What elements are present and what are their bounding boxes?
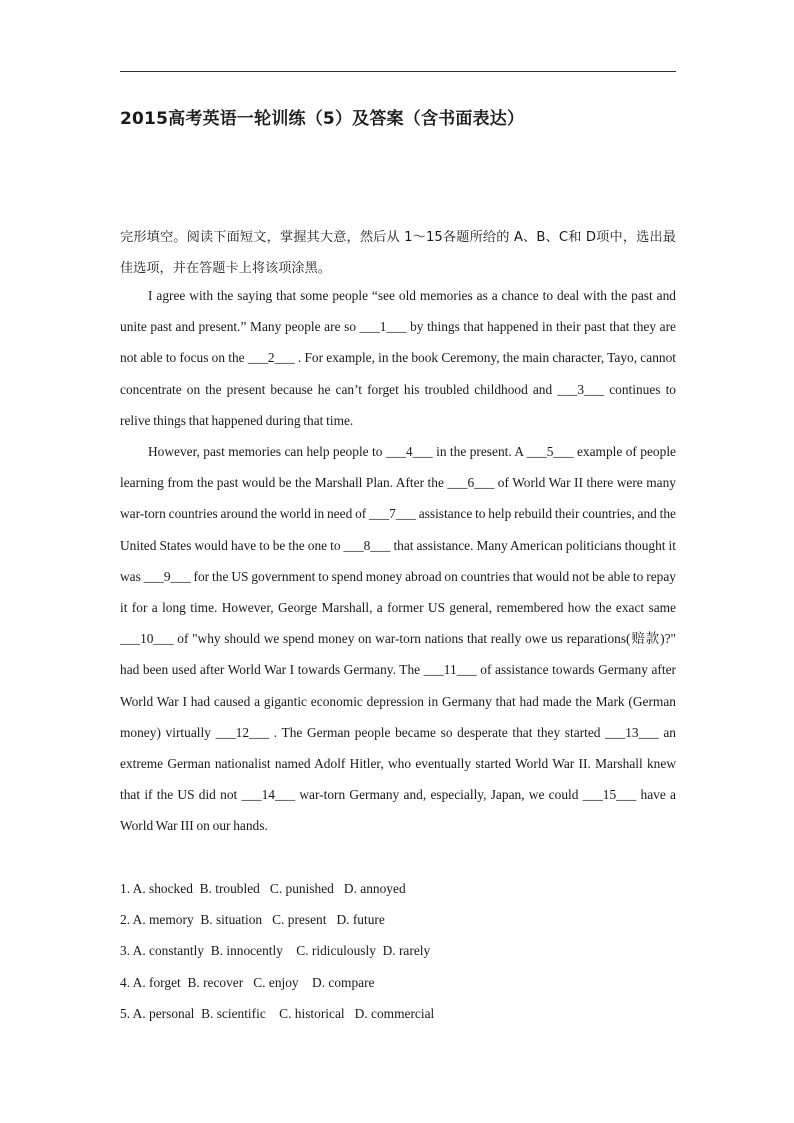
option-line-5: 5. A. personal B. scientific C. historical D. commercial <box>120 1005 435 1021</box>
cloze-passage <box>120 280 676 842</box>
option-line-1: 1. A. shocked B. troubled C. punished D. annoyed <box>120 881 406 896</box>
passage-paragraph-1: I agree with the saying that some people “see old memories as a chance to deal with the past and unite past and present.” Many people are so ___1___ by things that happened in their past that they are not able to focus on the ___2___ . For example, in the book Ceremony, the main character, Tayo, cannot concentrate on the present because he can’t forget his troubled childhood and ___3___ continues to relive things that happened during that time. <box>120 288 676 428</box>
header-rule <box>120 71 676 72</box>
document-page <box>120 0 676 1123</box>
passage-paragraph-2: However, past memories can help people to ___4___ in the present. A ___5___ example of people learning from the past would be the Marshall Plan. After the ___6___ of World War II there were many war-torn countries around the world in need of ___7___ assistance to help rebuild their countries, and the United States would have to be the one to ___8___ that assistance. Many American politicians thought it was ___9___ for the US government to spend money abroad on countries that would not be able to repay it for a long time. However, George Marshall, a former US general, remembered how the exact same ___10___ of "why should we spend money on war-torn nations that really owe us reparations(赔款)?" had been used after World War I towards Germany. The ___11___ of assistance towards Germany after World War I had caused a gigantic economic depression in Germany that had made the Mark (German money) virtually ___12___ . The German people became so desperate that they started ___13___ an extreme German nationalist named Adolf Hitler, who eventually started World War II. Marshall knew that if the US did not ___14___ war-torn Germany and, especially, Japan, we could ___15___ have a World War III on our hands. <box>120 444 676 834</box>
option-line-2: 2. A. memory B. situation C. present D. future <box>120 912 385 928</box>
document-title: 2015高考英语一轮训练（5）及答案（含书面表达） <box>120 109 525 129</box>
cloze-instructions: 完形填空。阅读下面短文，掌握其大意，然后从 1～15各题所给的 A、B、C和 D项中，选出最佳选项，并在答题卡上将该项涂黑。 <box>120 230 676 276</box>
option-line-4: 4. A. forget B. recover C. enjoy D. compare <box>120 974 375 990</box>
answer-options <box>120 873 676 1029</box>
option-line-3: 3. A. constantly B. innocently C. ridiculously D. rarely <box>120 943 431 959</box>
